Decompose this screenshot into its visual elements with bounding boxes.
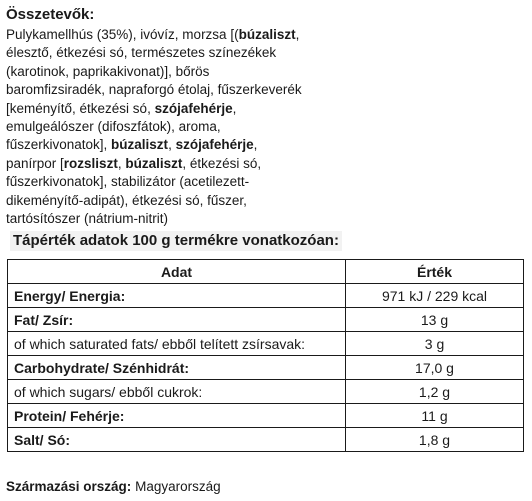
nutrient-label: Carbohydrate/ Szénhidrát: <box>8 356 346 380</box>
allergen-text: búzaliszt <box>111 137 169 153</box>
ingredients-title: Összetevők: <box>6 6 95 23</box>
table-row <box>8 380 524 404</box>
origin-label: Származási ország: <box>6 479 132 494</box>
column-header-value: Érték <box>346 260 524 284</box>
nutrient-value: 13 g <box>346 308 524 332</box>
nutrient-label: of which saturated fats/ ebből telített zsírsavak: <box>8 332 346 356</box>
allergen-text: rozsliszt <box>63 155 118 171</box>
table-row <box>8 332 524 356</box>
ingredient-text: , <box>168 137 176 153</box>
nutrient-label: Protein/ Fehérje: <box>8 404 346 428</box>
nutrient-value: 1,8 g <box>346 428 524 452</box>
nutrient-label: Fat/ Zsír: <box>8 308 346 332</box>
nutrient-value: 11 g <box>346 404 524 428</box>
table-row <box>8 356 524 380</box>
nutrient-value: 1,2 g <box>346 380 524 404</box>
nutrient-value: 17,0 g <box>346 356 524 380</box>
ingredient-text: Pulykamellhús (35%), ivóvíz, morzsa [( <box>6 27 239 42</box>
allergen-text: szójafehérje <box>154 100 233 116</box>
ingredient-text: , panírpor [ <box>6 137 258 171</box>
nutrient-value: 3 g <box>346 332 524 356</box>
table-row <box>8 308 524 332</box>
ingredient-text: , élesztő, étkezési só, természetes színezékek (karotinok, paprikakivonat)], bőrös baromfizsiradék, napraforgó étolaj, fűszerkeverék [keményítő, étkezési só, <box>6 27 302 116</box>
ingredient-text: , étkezési só, fűszerkivonatok], stabilizátor (acetilezett-dikeményítő-adipát), étkezési só, fűszer, tartósítószer (nátrium-nitrit) <box>6 155 262 227</box>
ingredient-text: , emulgeálószer (difoszfátok), aroma, fűszerkivonatok], <box>6 100 237 153</box>
nutrition-table-body <box>8 284 524 452</box>
nutrition-heading: Tápérték adatok 100 g termékre vonatkozóan: <box>10 231 342 251</box>
table-header-row <box>8 260 524 284</box>
table-row <box>8 284 524 308</box>
origin-value: Magyarország <box>135 479 221 494</box>
allergen-text: szójafehérje <box>175 137 254 153</box>
ingredients-list <box>6 26 306 228</box>
allergen-text: búzaliszt <box>125 155 183 171</box>
nutrient-label: Salt/ Só: <box>8 428 346 452</box>
table-row <box>8 404 524 428</box>
nutrient-value: 971 kJ / 229 kcal <box>346 284 524 308</box>
nutrition-table <box>7 259 524 452</box>
nutrient-label: Energy/ Energia: <box>8 284 346 308</box>
ingredient-text: , <box>117 155 126 171</box>
nutrient-label: of which sugars/ ebből cukrok: <box>8 380 346 404</box>
allergen-text: búzaliszt <box>238 27 296 42</box>
column-header-label: Adat <box>8 260 346 284</box>
table-row <box>8 428 524 452</box>
country-of-origin <box>6 478 221 496</box>
